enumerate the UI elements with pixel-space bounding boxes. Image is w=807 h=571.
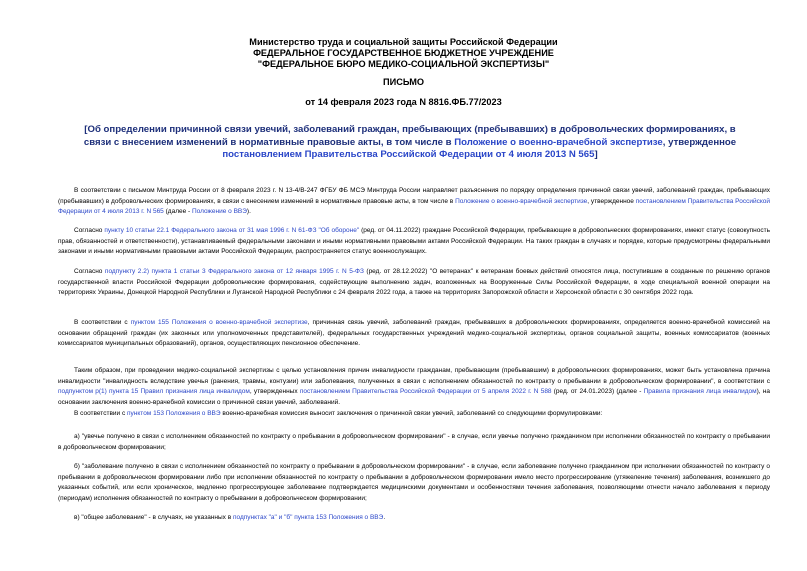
document-subject	[70, 124, 750, 162]
paragraph-3	[58, 267, 770, 299]
p1-link-1[interactable]: Положение о военно-врачебной экспертизе	[455, 197, 588, 205]
paragraph-6	[58, 409, 770, 420]
p9-link-1[interactable]: подпунктах "а" и "б" пункта 153 Положения о ВВЭ	[232, 514, 384, 521]
p1-text-3: (далее -	[163, 208, 192, 216]
p5-text-3: (ред. от 24.01.2023) (далее -	[551, 388, 644, 396]
subject-link-government-decree[interactable]: постановлением Правительства Российской Федерации от 4 июля 2013 N 565	[222, 149, 595, 160]
document-header-org	[0, 37, 807, 70]
document-type: ПИСЬМО	[382, 77, 425, 87]
subject-link-military-expertise[interactable]: Положение о военно-врачебной экспертизе	[454, 136, 663, 148]
p6-link-1[interactable]: пунктом 153 Положения о ВВЭ	[127, 410, 221, 417]
document-date: от 14 февраля 2023 года N 8816.ФБ.77/2023	[305, 97, 502, 107]
p3-link-1[interactable]: подпункту 2.2) пункта 1 статьи 3 Федерального закона от 12 января 1995 г. N 5-ФЗ	[104, 268, 364, 275]
p2-text-1: Согласно	[74, 227, 105, 234]
p4-link-1[interactable]: пунктом 155 Положения о военно-врачебной экспертизе	[130, 319, 308, 326]
p5-text-1: Таким образом, при проведении медико-социальной экспертизы с целью установления причин инвалидности гражданам, пребывающим (пребывавшим) в добровольческих формированиях, может быть установлена причина инвалидности "инвалидность вследствие увечья (ранения, травмы, контузии) или заболевания, полученных в связи с исполнением обязанностей по контракту о пребывании в добровольческом формировании", в соответствии с	[58, 367, 770, 385]
p4-text-1: В соответствии с	[74, 319, 131, 326]
p5-text-2: , утвержденных	[249, 388, 300, 396]
p1-text-2: , утвержденное	[587, 197, 636, 205]
p2-link-1[interactable]: пункту 10 статьи 22.1 Федерального закона от 31 мая 1996 г. N 61-ФЗ "Об обороне"	[104, 227, 360, 234]
p1-text-4: ).	[246, 208, 251, 216]
p2-text-2: (ред. от 04.11.2022) граждане Российской Федерации, пребывающие в добровольческих формированиях, имеют статус (совокупность прав, обязанностей и ответственности), устанавливаемый федеральными законами и иными нормативными правовыми актами Российской Федерации. На таких граждан в случаях и порядке, которые предусмотрены федеральными законами и иными нормативными правовыми актами Российской Федерации, распространяется статус военнослужащих.	[58, 227, 770, 256]
p6-text-2: военно-врачебная комиссия выносит заключения о причинной связи увечий, заболеваний со следующими формулировками:	[220, 410, 603, 417]
paragraph-4	[58, 318, 770, 350]
bureau-name: "ФЕДЕРАЛЬНОЕ БЮРО МЕДИКО-СОЦИАЛЬНОЙ ЭКСПЕРТИЗЫ"	[257, 59, 550, 69]
paragraph-5	[58, 366, 770, 408]
subject-text-1: [Об определении причинной связи увечий, заболеваний граждан, пребывающих (пребывавших) в добровольческих формированиях, в связи с внесением изменений в нормативные правовые акты, в том числе в	[83, 124, 736, 148]
paragraph-9	[58, 513, 770, 524]
p3-text-2: (ред. от 28.12.2022) "О ветеранах" к ветеранам боевых действий относятся лица, поступившие в созданные по решению органов государственной власти Российской Федерации добровольческие формирования, содействующие выполнению задач, возложенных на Вооруженные Силы Российской Федерации, в ходе специальной военной операции на территориях Украины, Донецкой Народной Республики и Луганской Народной Республики с 24 февраля 2022 года, а также на территориях Запорожской области и Херсонской области с 30 сентября 2022 года.	[58, 268, 770, 297]
p9-text-1: в) "общее заболевание" - в случаях, не указанных в	[74, 514, 233, 521]
p1-link-3[interactable]: Положение о ВВЭ	[192, 208, 247, 216]
p6-text-1: В соответствии с	[74, 410, 128, 417]
p1-text-1: В соответствии с письмом Минтруда России от 8 февраля 2023 г. N 13-4/В-247 ФГБУ ФБ МСЭ Минтруда России направляет разъяснения по порядку определения причинной связи увечий, заболеваний граждан, пребывающих (пребывавших) в добровольческих формированиях, в связи с внесением изменений в нормативные правовые акты, в том числе в	[58, 187, 770, 205]
subject-text-2: , утвержденное	[662, 136, 737, 148]
subject-text-3: ]	[594, 149, 598, 160]
p1-link-2[interactable]: постановлением Правительства Российской Федерации от 4 июля 2013 г. N 565	[58, 197, 771, 216]
p5-link-2[interactable]: постановлением Правительства Российской Федерации от 5 апреля 2022 г. N 588	[299, 388, 552, 396]
institution-name: ФЕДЕРАЛЬНОЕ ГОСУДАРСТВЕННОЕ БЮДЖЕТНОЕ УЧРЕЖДЕНИЕ	[253, 48, 554, 58]
paragraph-7: а) "увечье получено в связи с исполнением обязанностей по контракту о пребывании в добровольческом формировании" - в случае, если увечье получено гражданином при исполнении обязанностей по контракту о пребывании в добровольческом формировании;	[58, 433, 770, 451]
ministry-name: Министерство труда и социальной защиты Российской Федерации	[249, 37, 558, 47]
paragraph-1	[58, 186, 770, 218]
paragraph-2	[58, 226, 770, 258]
p5-text-4: ), на основании заключения военно-врачебной комиссии о причинной связи увечий, заболеваний.	[58, 388, 770, 406]
p9-text-2: .	[383, 514, 386, 521]
p3-text-1: Согласно	[74, 268, 105, 275]
p4-text-2: , причинная связь увечий, заболеваний граждан, пребывавших в добровольческих формированиях, определяется военно-врачебной комиссией на основании обращений граждан (их законных или уполномоченных представителей), федеральных государственных учреждений медико-социальной экспертизы, органов социальной защиты, военных комиссариатов (военных комиссариатов муниципальных образований), органов, осуществляющих пенсионное обеспечение.	[58, 319, 770, 348]
p5-link-1[interactable]: подпунктом р(1) пункта 15 Правил признания лица инвалидом	[58, 388, 250, 396]
paragraph-8: б) "заболевание получено в связи с исполнением обязанностей по контракту о пребывании в добровольческом формировании" - в случае, если заболевание получено гражданином при исполнении обязанностей по контракту о пребывании в добровольческом формировании либо при исполнении обязанностей по контракту о пребывании в добровольческом формировании имело место прогрессирование (утяжеление течения) заболевания, возникшего до указанных событий, или если хроническое, медленно прогрессирующее заболевание подтверждается медицинскими документами и особенностями течения заболевания, позволяющими отнести начало заболевания к периоду (периодам) исполнения обязанностей по контракту о пребывании в добровольческом формировании;	[58, 463, 770, 502]
p5-link-3[interactable]: Правила признания лица инвалидом	[643, 388, 757, 396]
